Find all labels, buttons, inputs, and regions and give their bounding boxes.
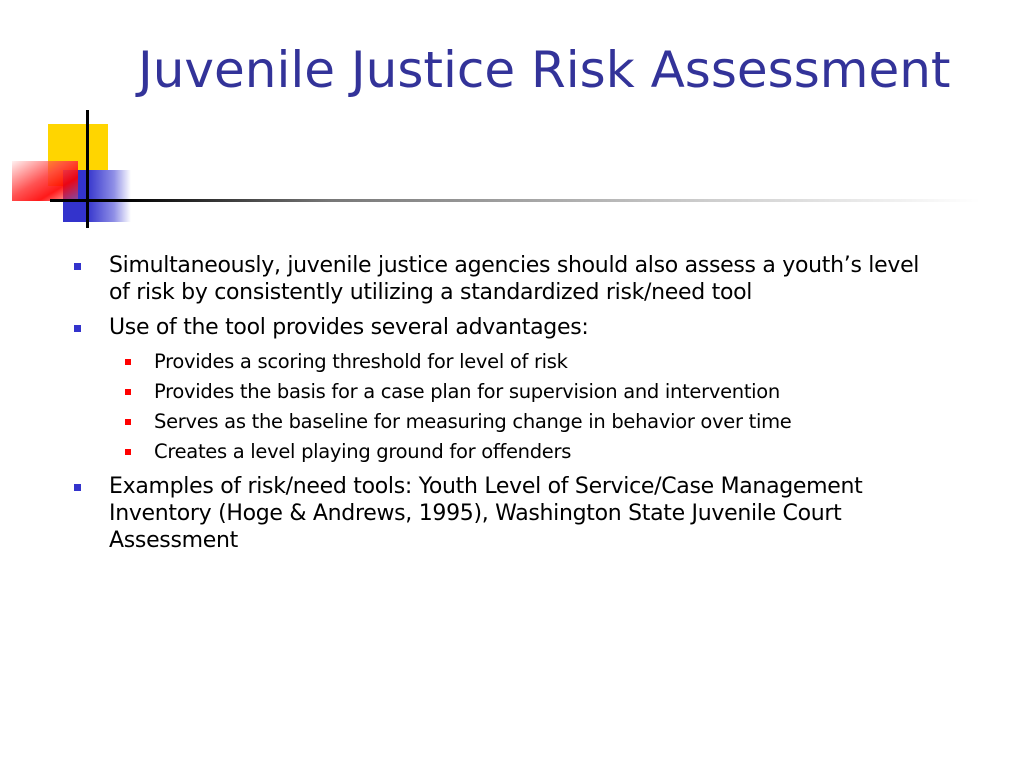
sub-bullet-item xyxy=(72,349,932,375)
sub-bullet-text: Provides a scoring threshold for level of risk xyxy=(154,350,568,373)
square-bullet-icon xyxy=(74,484,81,491)
square-subbullet-icon xyxy=(125,389,131,395)
sub-bullet-text: Provides the basis for a case plan for supervision and intervention xyxy=(154,380,780,403)
sub-bullet-text: Serves as the baseline for measuring change in behavior over time xyxy=(154,410,792,433)
square-subbullet-icon xyxy=(125,449,131,455)
sub-bullet-item xyxy=(72,379,932,405)
square-bullet-icon xyxy=(74,263,81,270)
bullet-item xyxy=(72,252,932,306)
vertical-rule xyxy=(86,110,89,228)
bullet-list xyxy=(72,252,932,562)
sub-bullet-text: Creates a level playing ground for offenders xyxy=(154,440,572,463)
sub-bullet-item xyxy=(72,409,932,435)
title-underline-rule xyxy=(50,199,980,202)
square-subbullet-icon xyxy=(125,359,131,365)
square-bullet-icon xyxy=(74,325,81,332)
bullet-text: Use of the tool provides several advantages: xyxy=(109,315,589,340)
bullet-text: Examples of risk/need tools: Youth Level of Service/Case Management Inventory (Hoge & Andrews, 1995), Washington State Juvenile Court Assessment xyxy=(109,474,863,553)
square-subbullet-icon xyxy=(125,419,131,425)
red-square-decoration xyxy=(12,161,78,201)
sub-bullet-list xyxy=(72,349,932,465)
bullet-item xyxy=(72,473,932,554)
sub-bullet-item xyxy=(72,439,932,465)
bullet-text: Simultaneously, juvenile justice agencies should also assess a youth’s level of risk by consistently utilizing a standardized risk/need tool xyxy=(109,253,920,305)
slide-title: Juvenile Justice Risk Assessment xyxy=(138,41,951,99)
bullet-item xyxy=(72,314,932,341)
